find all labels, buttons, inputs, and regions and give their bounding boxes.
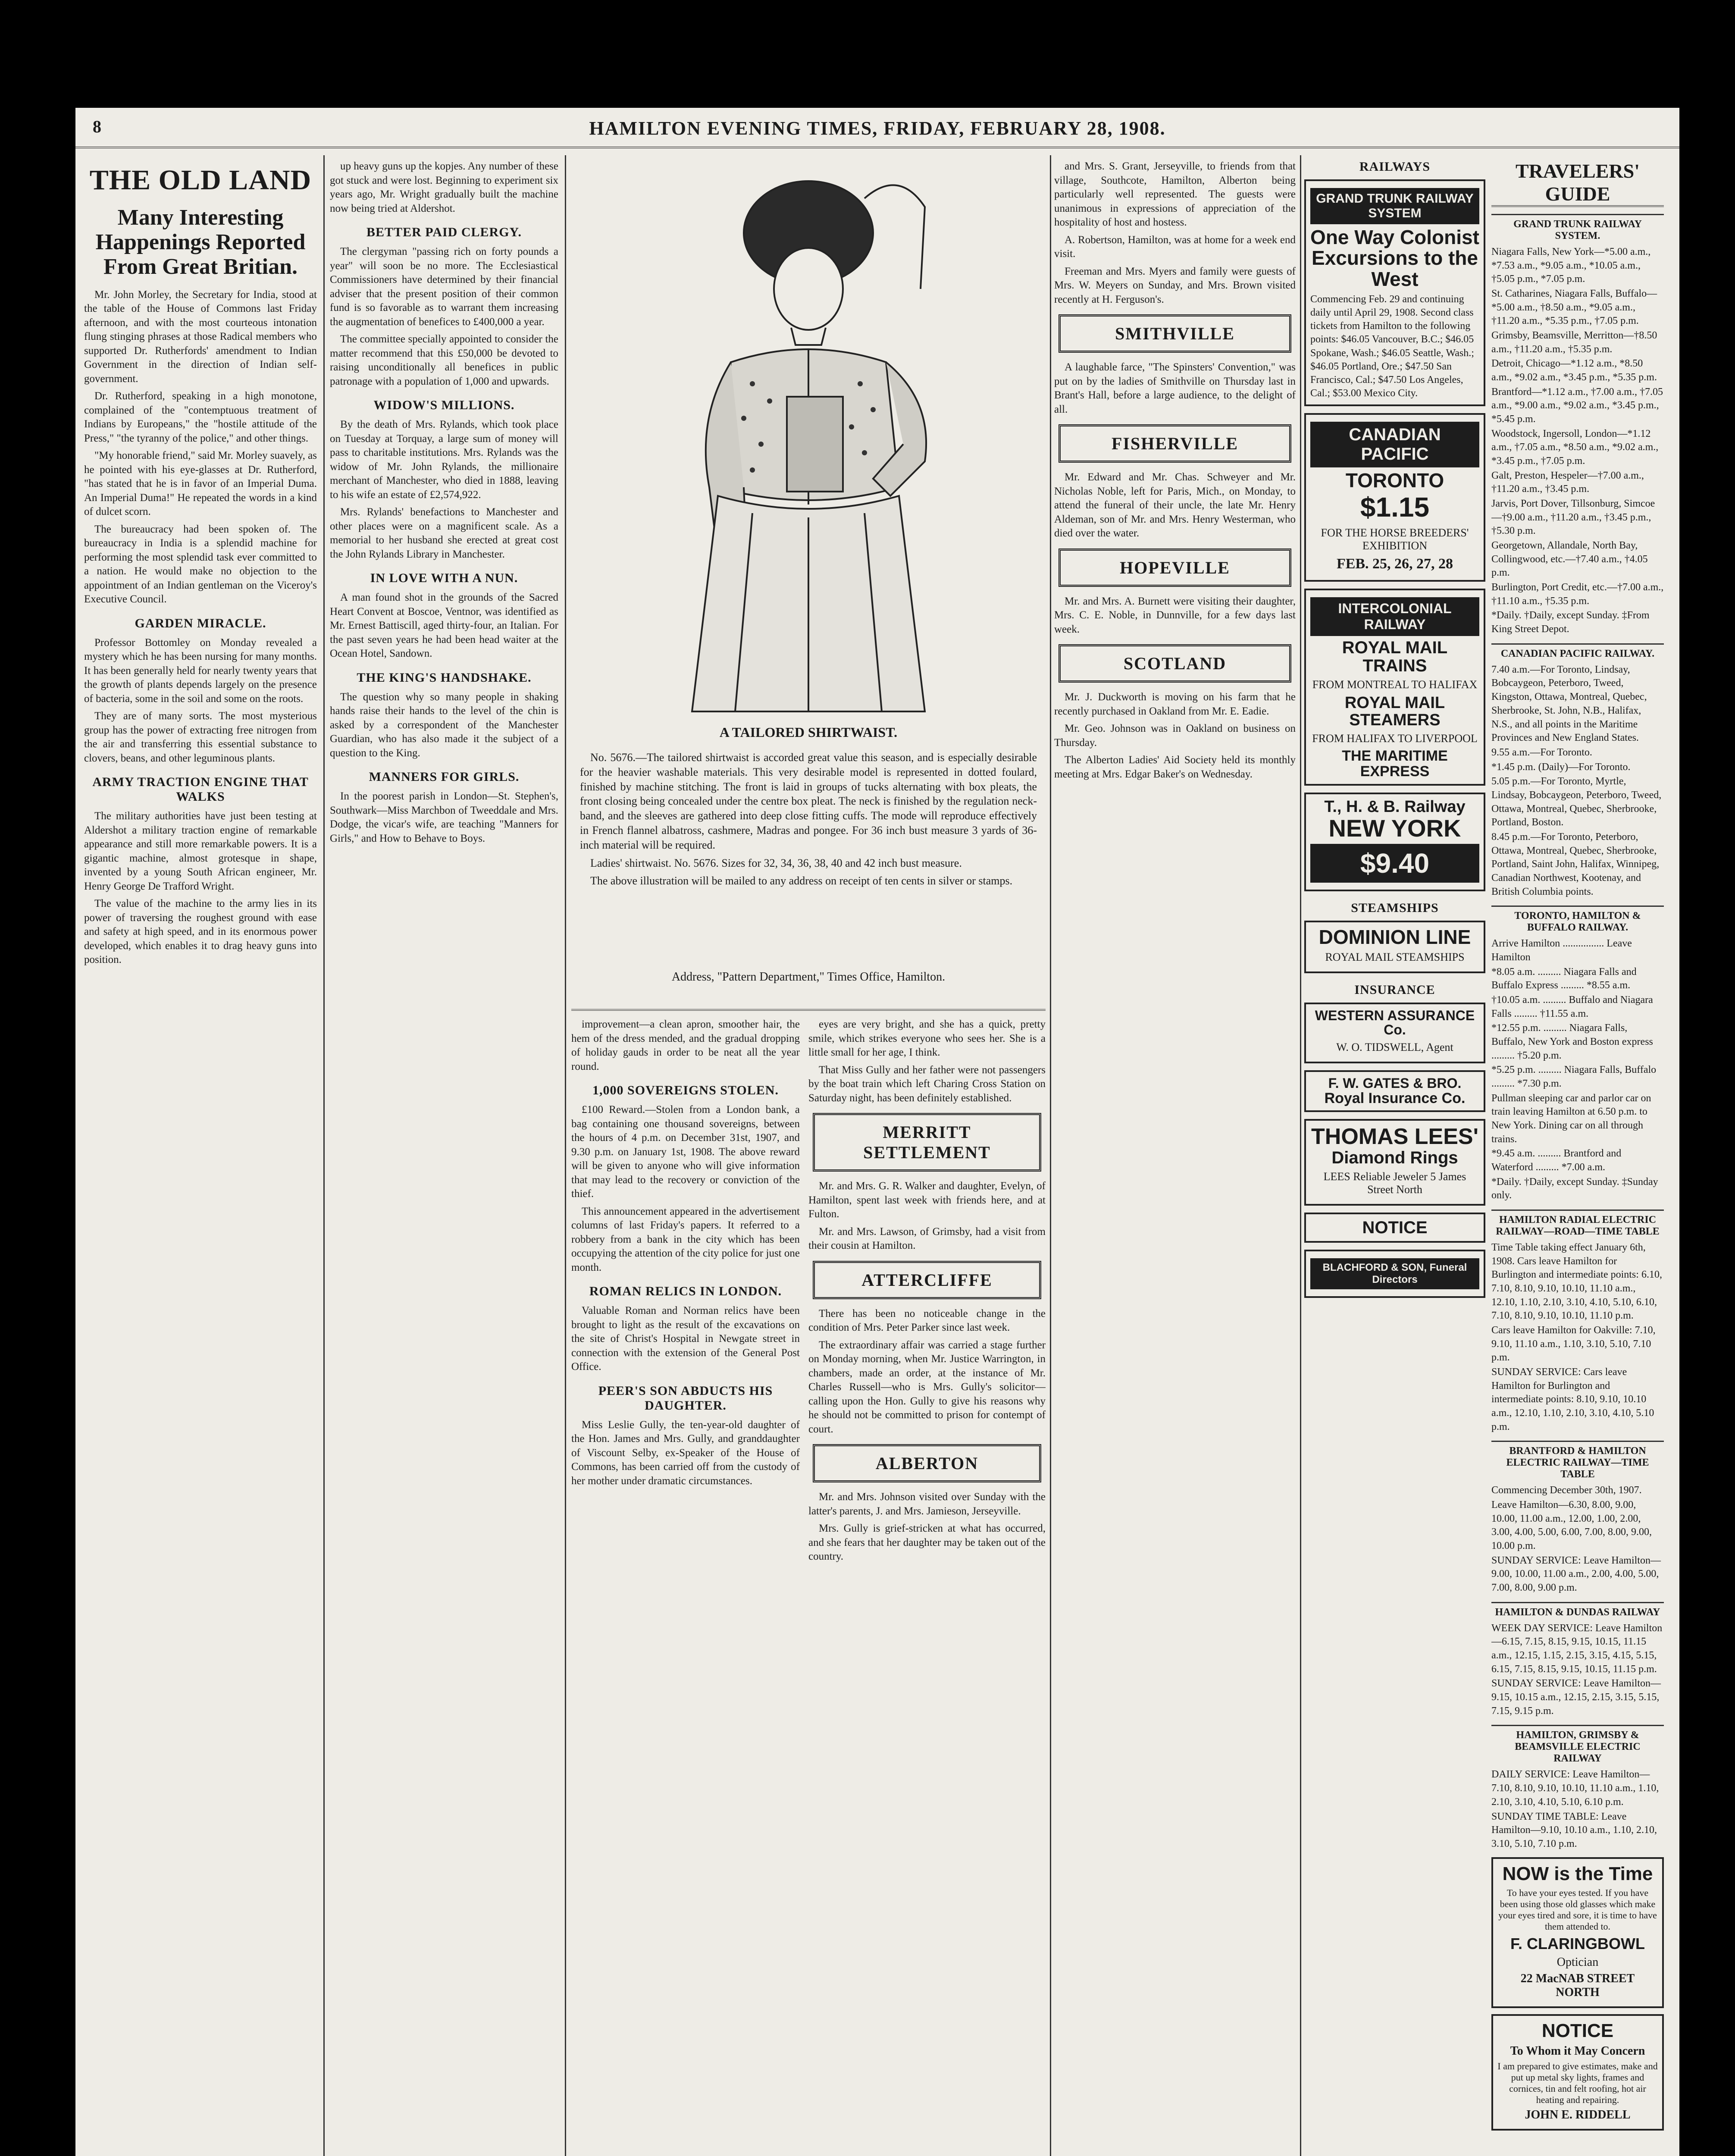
ad-title: ROYAL MAIL TRAINS (1342, 638, 1448, 675)
guide-line: *8.05 a.m. ......... Niagara Falls and Buffalo Express ......... *8.55 a.m. (1491, 966, 1637, 991)
ad-banner: INTERCOLONIAL RAILWAY (1310, 597, 1479, 636)
guide-line: Galt, Preston, Hespeler—†7.00 a.m., †11.20 a.m., †3.45 p.m. (1491, 470, 1644, 495)
guide-line: Georgetown, Allandale, North Bay, Collingwood, etc.—†7.40 a.m., †4.05 p.m. (1491, 540, 1648, 579)
paragraph: The extraordinary affair was carried a stage further on Monday morning, when Mr. Justice Warrington, in chambers, made an order, at the instance of Mr. Charles Russell—who is Mrs. Gully's solicitor—calling upon the Hon. Gully to give his reasons why he should not be committed to prison for contempt of court. (808, 1339, 1046, 1435)
section-rule (571, 1009, 1046, 1011)
ad-text: LEES Reliable Jeweler 5 James Street North (1323, 1170, 1466, 1196)
paragraph: They are of many sorts. The most mysterious group has the power of extracting free nitrogen from the air and transferring this essential substance to clovers, beans, and other leguminous plants. (84, 710, 317, 764)
section-heading: BETTER PAID CLERGY. (366, 225, 522, 239)
ad-title: WESTERN ASSURANCE Co. (1315, 1007, 1475, 1038)
column-five (1054, 160, 1296, 2156)
illustration-caption: A TAILORED SHIRTWAIST. (719, 724, 898, 740)
dominion-line-ad (1304, 921, 1485, 973)
section-heading: ARMY TRACTION ENGINE THAT WALKS (92, 775, 309, 804)
ad-text: FROM HALIFAX TO LIVERPOOL (1312, 732, 1478, 745)
paragraph: Mr. J. Duckworth is moving on his farm that he recently purchased in Oakland from Mr. E. Eadie. (1054, 691, 1296, 717)
guide-line: *1.45 p.m. (Daily)—For Toronto. (1491, 761, 1631, 773)
ad-text: I am prepared to give estimates, make and put up metal sky lights, frames and cornices, tin and felt roofing, hot air heating and repairing. (1497, 2060, 1658, 2105)
paragraph: and Mrs. S. Grant, Jerseyville, to friends from that village, Southcote, Hamilton, Alberton being particularly well represented. The guests were unanimous in expressions of appreciation of the hospitality of host and hostess. (1054, 160, 1296, 228)
ad-banner: CANADIAN PACIFIC (1310, 422, 1479, 467)
column-old-land (84, 160, 317, 2156)
paragraph: £100 Reward.—Stolen from a London bank, a bag containing one thousand sovereigns, between the hours of 4 p.m. on December 31st, 1907, and 9.30 p.m. on January 1st, 1908. The above reward will be given to anyone who will give information that may lead to the recovery or conviction of the thief. (571, 1104, 800, 1200)
ad-title: ROYAL MAIL STEAMERS (1344, 693, 1445, 729)
page-number: 8 (93, 117, 101, 136)
section-heading: IN LOVE WITH A NUN. (370, 571, 518, 585)
ad-title: NOW is the Time (1502, 1863, 1653, 1884)
section-heading: ROMAN RELICS IN LONDON. (589, 1284, 782, 1298)
section-heading: WIDOW'S MILLIONS. (373, 398, 515, 412)
paragraph: up heavy guns up the kopjes. Any number of these got stuck and were lost. Beginning to experiment six years ago, Mr. Wright gradually built the machine now being tried at Aldershot. (330, 160, 558, 214)
ad-text: Commencing Feb. 29 and continuing daily until April 29, 1908. Second class tickets from Hamilton to the following points: $46.05 Vancouver, B.C.; $46.05 Spokane, Wash.; $46.05 Seattle, Wash.; $46.05 Portland, Ore.; $47.50 San Francisco, Cal.; $47.50 Los Angeles, Cal.; $53.00 Mexico City. (1310, 293, 1474, 399)
ad-banner: BLACHFORD & SON, Funeral Directors (1310, 1258, 1479, 1289)
guide-lines (1491, 1768, 1664, 1851)
ad-title: F. CLARINGBOWL (1510, 1934, 1645, 1952)
guide-line: Grimsby, Beamsville, Merritton—†8.50 a.m., †11.20 a.m., †5.35 p.m. (1491, 330, 1657, 355)
article-subtitle: Many Interesting Happenings Reported From Great Britian. (95, 205, 306, 279)
section-box-merritt: MERRITT SETTLEMENT (813, 1113, 1041, 1172)
paragraph: Freeman and Mrs. Myers and family were guests of Mrs. W. Meyers on Sunday, and Mrs. Brown visited recently at H. Ferguson's. (1054, 265, 1296, 305)
section-heading: STEAMSHIPS (1351, 900, 1439, 915)
ad-title: THE MARITIME EXPRESS (1342, 748, 1448, 780)
ad-title: Royal Insurance Co. (1324, 1090, 1466, 1106)
column-four-lower (808, 1018, 1046, 2156)
ad-text: Optician (1556, 1955, 1599, 1969)
guide-line: Brantford—*1.12 a.m., †7.00 a.m., †7.05 a.m., *9.00 a.m., *9.02 a.m., *3.45 p.m., *5.45 p.m. (1491, 386, 1663, 425)
guide-line: Niagara Falls, New York—*5.00 a.m., *7.53 a.m., *9.05 a.m., *10.05 a.m., †5.05 p.m., *7.05 p.m. (1491, 246, 1651, 285)
column-two (330, 160, 558, 2156)
guide-line: *Daily. †Daily, except Sunday. ‡From King Street Depot. (1491, 610, 1650, 635)
guide-line: Detroit, Chicago—*1.12 a.m., *8.50 a.m., *9.02 a.m., *3.45 p.m., *5.35 p.m. (1491, 358, 1657, 383)
paragraph: In the poorest parish in London—St. Stephen's, Southwark—Miss Marchbon of Tweeddale and Mrs. Dodge, the vicar's wife, are teaching "Manners for Girls," and How to Behave to Boys. (330, 790, 558, 844)
thb-ad (1304, 793, 1485, 891)
masthead: HAMILTON EVENING TIMES, FRIDAY, FEBRUARY 28, 1908. (589, 118, 1166, 139)
newspaper-page (75, 108, 1679, 2156)
ad-title: NEW YORK (1328, 814, 1461, 842)
ad-text: To have your eyes tested. If you have been using those old glasses which make your eyes tired and sore, it is time to have them attended to. (1498, 1887, 1657, 1932)
guide-line: DAILY SERVICE: Leave Hamilton—7.10, 8.10, 9.10, 10.10, 11.10 a.m., 1.10, 2.10, 3.10, 4.10, 5.10, 6.10 p.m. (1491, 1769, 1659, 1808)
guide-line: 8.45 p.m.—For Toronto, Peterboro, Ottawa, Montreal, Quebec, Sherbrooke, Portland, Saint John, Halifax, Winnipeg, Canadian Northwest, Kootenay, and British Columbia points. (1491, 831, 1660, 897)
ad-title: Diamond Rings (1331, 1148, 1458, 1167)
ad-title: NOTICE (1541, 2020, 1614, 2041)
section-heading: MANNERS FOR GIRLS. (369, 770, 520, 784)
guide-line: SUNDAY SERVICE: Cars leave Hamilton for Burlington and intermediate points: 8.10, 9.10, 10.10 a.m., 12.10, 1.10, 2.10, 3.10, 4.10, 5.10 p.m. (1491, 1366, 1654, 1432)
paragraph: Mr. and Mrs. Lawson, of Grimsby, had a visit from their cousin at Hamilton. (808, 1225, 1046, 1251)
shirtwaist-pattern-feature (571, 160, 1046, 1009)
ad-title: One Way Colonist Excursions to the West (1310, 226, 1479, 290)
paragraph: The clergyman "passing rich on forty pounds a year" will soon be no more. The Ecclesiastical Commissioners have determined by their financial adviser that the present position of their common fund is so favorable as to warrant them increasing the augmentation of benefices to £400,000 a year. (330, 246, 558, 328)
guide-title: TRAVELERS' GUIDE (1491, 160, 1664, 207)
guide-line: Woodstock, Ingersoll, London—*1.12 a.m., †7.05 a.m., *8.50 a.m., *9.02 a.m., *3.45 p.m., †7.05 p.m. (1491, 428, 1659, 467)
notice-ad (1304, 1213, 1485, 1243)
section-heading: GARDEN MIRACLE. (135, 616, 266, 630)
ad-title: T., H. & B. Railway (1324, 797, 1466, 816)
paragraph: Mr. and Mrs. A. Burnett were visiting their daughter, Mrs. C. E. Noble, in Dunnville, for a few days last week. (1054, 595, 1296, 635)
ad-price: $1.15 (1360, 491, 1430, 523)
grand-trunk-ad (1304, 179, 1485, 406)
column-three-lower (571, 1018, 800, 2156)
western-assurance-ad (1304, 1003, 1485, 1063)
ad-title: THOMAS LEES' (1311, 1124, 1478, 1150)
section-heading: INSURANCE (1354, 982, 1435, 997)
pattern-address: Address, "Pattern Department," Times Office, Hamilton. (671, 970, 946, 984)
guide-line: 7.40 a.m.—For Toronto, Lindsay, Bobcaygeon, Peterboro, Tweed, Kingston, Ottawa, Montreal, Quebec, Sherbrooke, St. John, N.B., Halifax, N.S., and all points in the Maritime Provinces and New England States. (1491, 664, 1647, 744)
paragraph: Mrs. Gully is grief-stricken at what has occurred, and she fears that her daughter may be taken out of the country. (808, 1523, 1046, 1562)
guide-lines (1491, 937, 1664, 1203)
paragraph: The above illustration will be mailed to any address on receipt of ten cents in silver or stamps. (590, 874, 1013, 887)
section-box-alberton: ALBERTON (813, 1444, 1041, 1482)
guide-line: Cars leave Hamilton for Oakville: 7.10, 9.10, 11.10 a.m., 1.10, 3.10, 5.10, 7.10 p.m. (1491, 1325, 1656, 1363)
ad-title: F. W. GATES & BRO. (1328, 1075, 1462, 1091)
ad-dates: FEB. 25, 26, 27, 28 (1336, 555, 1453, 572)
paragraph: Mrs. Rylands' benefactions to Manchester and other places were on a magnificent scale. As a memorial to her husband she erected at great cost the John Rylands Library in Manchester. (330, 506, 558, 560)
guide-line: †10.05 a.m. ......... Buffalo and Niagara Falls ......... †11.55 a.m. (1491, 994, 1653, 1019)
guide-line: SUNDAY SERVICE: Leave Hamilton—9.00, 10.00, 11.00 a.m., 2.00, 4.00, 5.00, 7.00, 8.00, 9.00 p.m. (1491, 1554, 1661, 1594)
paragraph: A. Robertson, Hamilton, was at home for a week end visit. (1054, 234, 1296, 260)
section-box-hopeville: HOPEVILLE (1059, 548, 1291, 587)
blachford-ad (1304, 1250, 1485, 1298)
guide-line: *12.55 p.m. ......... Niagara Falls, Buffalo, New York and Boston express ......... †5.20 p.m. (1491, 1022, 1653, 1061)
travelers-guide (1491, 160, 1664, 2156)
ad-title: DOMINION LINE (1318, 925, 1471, 948)
lees-jeweler-ad (1304, 1119, 1485, 1206)
paragraph: Professor Bottomley on Monday revealed a mystery which he has been nursing for many months. It has been generally held for nearly twenty years that the growth of plants depends largely on the presence of bacteria, some in the soil and some on the roots. (84, 636, 317, 705)
intercolonial-ad (1304, 589, 1485, 786)
column-six (1304, 160, 1666, 2156)
section-box-attercliffe: ATTERCLIFFE (813, 1261, 1041, 1299)
ad-text: FOR THE HORSE BREEDERS' EXHIBITION (1321, 526, 1469, 552)
paragraph: Mr. and Mrs. Johnson visited over Sunday with the latter's parents, J. and Mrs. Jamieson, Jerseyville. (808, 1491, 1046, 1517)
section-heading: RAILWAYS (1359, 160, 1431, 174)
guide-line: SUNDAY TIME TABLE: Leave Hamilton—9.10, 10.10 a.m., 1.10, 2.10, 3.10, 5.10, 7.10 p.m. (1491, 1811, 1657, 1849)
railway-ads (1304, 160, 1485, 2156)
ad-text: 22 MacNAB STREET NORTH (1520, 1971, 1635, 1999)
guide-lines (1491, 1241, 1664, 1434)
paragraph: Mr. John Morley, the Secretary for India, stood at the table of the House of Commons last Friday afternoon, and with the most courteous intonation flung stinging phrases at those Radical members who supported Dr. Rutherfords' amendment to Indian Government in the direction of Indian self-government. (84, 288, 317, 385)
guide-line: *Daily. †Daily, except Sunday. ‡Sunday only. (1491, 1176, 1658, 1201)
guide-line: 5.05 p.m.—For Toronto, Myrtle, Lindsay, Bobcaygeon, Peterboro, Tweed, Ottawa, Montreal, Quebec, Sherbrooke, Portland, Boston. (1491, 776, 1662, 828)
section-heading: THE KING'S HANDSHAKE. (357, 670, 532, 685)
paragraph: The value of the machine to the army lies in its power of traversing the roughest ground with ease and safety at high speed, and in its enormous power developed, which enables it to drag heavy guns into position. (84, 898, 317, 966)
article-title: THE OLD LAND (89, 164, 312, 196)
guide-section: BRANTFORD & HAMILTON ELECTRIC RAILWAY—TIME TABLE (1491, 1441, 1664, 1480)
paragraph: The Alberton Ladies' Aid Society held its monthly meeting at Mrs. Edgar Baker's on Wednesday. (1054, 754, 1296, 780)
paragraph: There has been no noticeable change in the condition of Mrs. Peter Parker since last week. (808, 1307, 1046, 1333)
page-header (75, 108, 1679, 148)
guide-line: Burlington, Port Credit, etc.—†7.00 a.m., †11.10 a.m., †5.35 p.m. (1491, 582, 1664, 607)
pattern-description (580, 750, 1037, 892)
paragraph: No. 5676.—The tailored shirtwaist is accorded great value this season, and is especially desirable for the heavier washable materials. This very desirable model is represented in dotted foulard, finished by machine stitching. The front is laid in groups of tucks alternating with box pleats, the front closing being concealed under the centre box pleat. The neck is finished by the regulation neck-band, and the sleeves are gathered into deep close fitting cuffs. The mode will reproduce effectively in French flannel albatross, cashmere, Madras and pongee. For 36 inch bust measure 3 yards of 36-inch material will be required. (580, 751, 1037, 851)
guide-line: *9.45 a.m. ......... Brantford and Waterford ......... *7.00 a.m. (1491, 1148, 1622, 1173)
paragraph: By the death of Mrs. Rylands, which took place on Tuesday at Torquay, a large sum of money will pass to charitable institutions. Mrs. Rylands was the widow of Mr. John Rylands, the millionaire merchant of Manchester, who died in 1888, leaving to his wife an estate of £2,574,922. (330, 419, 558, 501)
paragraph: A laughable farce, "The Spinsters' Convention," was put on by the ladies of Smithville on Thursday last in Brant's Hall, before a large audience, to the delight of all. (1054, 361, 1296, 415)
guide-line: SUNDAY SERVICE: Leave Hamilton—9.15, 10.15 a.m., 12.15, 2.15, 3.15, 5.15, 7.15, 9.15 p.m. (1491, 1678, 1661, 1717)
paragraph: A man found shot in the grounds of the Sacred Heart Convent at Boscoe, Ventnor, was identified as Mr. Ernest Battiscill, aged thirty-four, an Italian. For the past seven years he had been head waiter at the Ocean Hotel, Sandown. (330, 592, 558, 659)
paragraph: Mr. Edward and Mr. Chas. Schweyer and Mr. Nicholas Noble, left for Paris, Mich., on Monday, to attend the funeral of their uncle, the late Mr. Henry Aldeman, son of Mr. and Mrs. Henry Westerman, who died over the water. (1054, 471, 1296, 539)
section-heading: PEER'S SON ABDUCTS HIS DAUGHTER. (598, 1383, 773, 1413)
paragraph: Mr. Geo. Johnson was in Oakland on business on Thursday. (1054, 723, 1296, 749)
ad-banner: GRAND TRUNK RAILWAY SYSTEM (1310, 188, 1479, 224)
paragraph: Dr. Rutherford, speaking in a high monotone, complained of the "contemptuous treatment of Indians by Europeans," the "hostile attitude of the Press," "the tyranny of the police," and other things. (84, 390, 317, 444)
guide-section: TORONTO, HAMILTON & BUFFALO RAILWAY. (1491, 906, 1664, 934)
guide-line: 9.55 a.m.—For Toronto. (1491, 746, 1592, 758)
guide-section: HAMILTON RADIAL ELECTRIC RAILWAY—ROAD—TIME TABLE (1491, 1210, 1664, 1238)
guide-line: Leave Hamilton—6.30, 8.00, 9.00, 10.00, 11.00 a.m., 12.00, 1.00, 2.00, 3.00, 4.00, 5.00, 6.00, 7.00, 8.00, 9.00, 10.00 p.m. (1491, 1499, 1652, 1552)
paragraph: The military authorities have just been testing at Aldershot a military traction engine of remarkable appearance and still more remarkable powers. It is a gigantic machine, almost grotesque in shape, invented by a young South African engineer, Mr. Henry George De Trafford Wright. (84, 810, 317, 892)
canadian-pacific-ad (1304, 413, 1485, 581)
column-rule (565, 155, 566, 2156)
ad-text: JOHN E. RIDDELL (1525, 2108, 1631, 2122)
guide-section: HAMILTON, GRIMSBY & BEAMSVILLE ELECTRIC RAILWAY (1491, 1725, 1664, 1764)
column-rule (1300, 155, 1301, 2156)
guide-line: Arrive Hamilton ................ Leave Hamilton (1491, 938, 1632, 963)
ad-text: ROYAL MAIL STEAMSHIPS (1325, 950, 1465, 963)
paragraph: Miss Leslie Gully, the ten-year-old daughter of the Hon. James and Mrs. Gully, and granddaughter of Viscount Selby, ex-Speaker of the House of Commons, has been carried off from the custody of her mother under dramatic circumstances. (571, 1419, 800, 1487)
guide-section: HAMILTON & DUNDAS RAILWAY (1491, 1602, 1664, 1618)
paragraph: "My honorable friend," said Mr. Morley suavely, as he pointed with his eye-glasses at Dr. Rutherford, "has stated that he is in favor of an Imperial Duma. An Imperial Duma!" He repeated the words in a kind of dulcet scorn. (84, 450, 317, 518)
guide-line: *5.25 p.m. ......... Niagara Falls, Buffalo ......... *7.30 p.m. (1491, 1064, 1657, 1089)
paragraph: The committee specially appointed to consider the matter recommend that this £50,000 be devoted to raising unconditionally all benefices in public patronage with a population of 1,000 and upwards. (330, 333, 558, 387)
ad-text: To Whom it May Concern (1510, 2044, 1645, 2058)
ad-text: W. O. TIDSWELL, Agent (1336, 1041, 1453, 1054)
guide-line: Pullman sleeping car and parlor car on train leaving Hamilton at 6.50 p.m. to New York. Dining car on all through trains. (1491, 1092, 1651, 1145)
ad-title: TORONTO (1345, 469, 1444, 492)
guide-lines (1491, 245, 1664, 636)
riddell-notice (1491, 2014, 1664, 2131)
shirtwaist-illustration (623, 160, 994, 720)
paragraph: Valuable Roman and Norman relics have been brought to light as the result of the excavations on the site of Christ's Hospital in Newgate street in connection with the extension of the General Post Office. (571, 1305, 800, 1373)
gates-ad (1304, 1070, 1485, 1112)
paragraph: Ladies' shirtwaist. No. 5676. Sizes for 32, 34, 36, 38, 40 and 42 inch bust measure. (590, 856, 962, 869)
paragraph: Mr. and Mrs. G. R. Walker and daughter, Evelyn, of Hamilton, spent last week with friends here, and at Fulton. (808, 1180, 1046, 1220)
guide-line: St. Catharines, Niagara Falls, Buffalo—*5.00 a.m., †8.50 a.m., *9.05 a.m., †11.20 a.m., *5.35 p.m., †7.05 p.m. (1491, 288, 1657, 327)
paragraph: That Miss Gully and her father were not passengers by the boat train which left Charing Cross Station on Saturday night, has been definitely established. (808, 1064, 1046, 1104)
guide-lines (1491, 1484, 1664, 1595)
optician-ad (1491, 1857, 1664, 2008)
guide-section: CANADIAN PACIFIC RAILWAY. (1491, 643, 1664, 660)
guide-line: Jarvis, Port Dover, Tillsonburg, Simcoe—†9.00 a.m., †11.20 a.m., †3.45 p.m., †5.30 p.m. (1491, 498, 1655, 537)
ad-text: FROM MONTREAL TO HALIFAX (1312, 678, 1478, 691)
guide-line: Commencing December 30th, 1907. (1491, 1485, 1642, 1496)
guide-line: WEEK DAY SERVICE: Leave Hamilton—6.15, 7.15, 8.15, 9.15, 10.15, 11.15 a.m., 12.15, 1.15, 2.15, 3.15, 4.15, 5.15, 6.15, 7.15, 8.15, 9.15, 10.15, 11.15 p.m. (1491, 1622, 1663, 1675)
section-heading: 1,000 SOVEREIGNS STOLEN. (592, 1083, 779, 1097)
paragraph: The question why so many people in shaking hands raise their hands to the level of the chin is asked by a correspondent of the Manchester Guardian, who has also made it the subject of a question to the King. (330, 691, 558, 759)
section-box-smithville: SMITHVILLE (1059, 314, 1291, 353)
column-rule (1050, 155, 1051, 2156)
ad-title: NOTICE (1362, 1218, 1428, 1237)
guide-lines (1491, 663, 1664, 899)
guide-lines (1491, 1622, 1664, 1718)
paragraph: improvement—a clean apron, smoother hair, the hem of the dress mended, and the gradual dropping of holiday gauds in order to be neat all the year round. (571, 1018, 800, 1072)
paragraph: The bureaucracy had been spoken of. The bureaucracy in India is a splendid machine for performing the most splendid task ever committed to a nation. He would make no objection to the appointment of an Indian gentleman on the Viceroy's Executive Council. (84, 523, 317, 605)
guide-section: GRAND TRUNK RAILWAY SYSTEM. (1491, 214, 1664, 242)
ad-price: $9.40 (1310, 844, 1479, 883)
paragraph: This announcement appeared in the advertisement columns of last Friday's papers. It referred to a robbery from a bank in the city which has been occupying the attention of the city police for just one month. (571, 1205, 800, 1273)
paragraph: eyes are very bright, and she has a quick, pretty smile, which strikes everyone who sees her. She is a little small for her age, I think. (808, 1018, 1046, 1058)
guide-line: Time Table taking effect January 6th, 1908. Cars leave Hamilton for Burlington and intermediate points: 6.10, 7.10, 8.10, 9.10, 10.10, 11.10 a.m., 12.10, 1.10, 2.10, 3.10, 4.10, 5.10, 6.10, 7.10, 8.10, 9.10, 10.10, 11.10 p.m. (1491, 1242, 1662, 1322)
column-rule (323, 155, 325, 2156)
section-box-scotland: SCOTLAND (1059, 644, 1291, 683)
section-box-fisherville: FISHERVILLE (1059, 424, 1291, 463)
